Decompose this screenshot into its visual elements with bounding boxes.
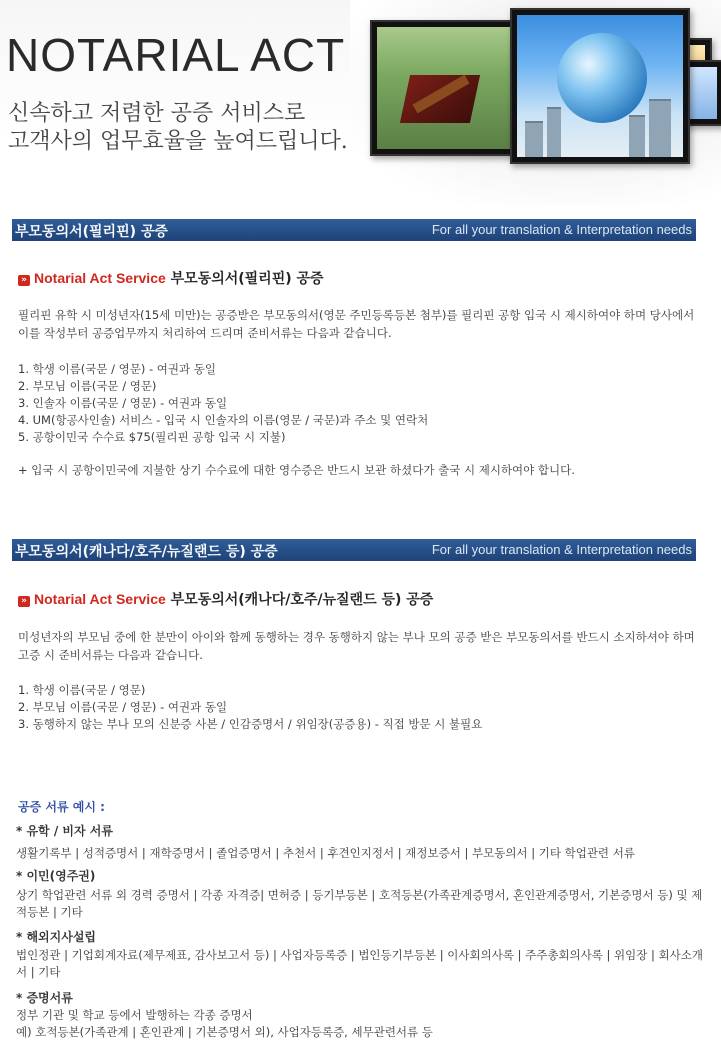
banner-subtitle-line2: 고객사의 업무효율을 높여드립니다. [8, 129, 348, 154]
example-text: 법인정관 | 기업회계자료(제무제표, 감사보고서 등) | 사업자등록증 | 법인등기부등본 | 이사회의사록 | 주주총회의사록 | 위임장 | 회사소개서 | 기타 [16, 948, 704, 979]
example-category: * 해외지사설립 [16, 930, 97, 944]
gavel-image-frame [370, 20, 524, 156]
section-title: 부모동의서(필리핀) 공증 [15, 224, 168, 240]
example-text: 정부 기관 및 학교 등에서 발행하는 각종 증명서 예) 호적등본(가족관계 | 혼인관계 | 기본증명서 외), 사업자등록증, 세무관련서류 등 [16, 1008, 433, 1039]
list-item: 4. UM(항공사인솔) 서비스 - 입국 시 인솔자의 이름(영문 / 국문)과 주소 및 연락처 [18, 413, 429, 427]
example-category: * 이민(영주권) [16, 869, 96, 883]
header-banner [0, 0, 721, 205]
arrow-bullet-icon: » [18, 275, 30, 286]
list-item: 1. 학생 이름(국문 / 영문) [18, 683, 146, 697]
example-category: * 증명서류 [16, 991, 73, 1005]
banner-title: NOTARIAL ACT [6, 29, 346, 81]
example-text: 상기 학업관련 서류 외 경력 증명서 | 각종 자격증| 면허증 | 등기부등본 | 호적등본(가족관계증명서, 혼인관계증명서, 기본증명서 등) 및 제적등본 | 기타 [16, 888, 703, 919]
list-item: 3. 동행하지 않는 부나 모의 신분증 사본 / 인감증명서 / 위임장(공증용) - 직접 방문 시 불필요 [18, 717, 483, 731]
example-text: 생활기록부 | 성적증명서 | 재학증명서 | 졸업증명서 | 추천서 | 후견인지정서 | 재정보증서 | 부모동의서 | 기타 학업관련 서류 [16, 846, 635, 860]
section-intro: 미성년자의 부모님 중에 한 분만이 아이와 함께 동행하는 경우 동행하지 않는 부나 모의 공증 받은 부모동의서를 반드시 소지하셔야 하며 고증 시 준비서류는 다음과 같습니다. [18, 630, 695, 662]
globe-icon [557, 33, 647, 123]
section-bar-canada [12, 539, 696, 561]
section-note: + 입국 시 공항이민국에 지불한 상기 수수료에 대한 영수증은 반드시 보관 하셨다가 출국 시 제시하여야 합니다. [18, 463, 575, 477]
list-item: 1. 학생 이름(국문 / 영문) - 여권과 동일 [18, 362, 216, 376]
list-item: 3. 인솔자 이름(국문 / 영문) - 여권과 동일 [18, 396, 228, 410]
arrow-bullet-icon: » [18, 596, 30, 607]
section-bar-philippines [12, 219, 696, 241]
list-item: 2. 부모님 이름(국문 / 영문) - 여권과 동일 [18, 700, 228, 714]
banner-subtitle-line1: 신속하고 저렴한 공증 서비스로 [8, 101, 306, 126]
list-item: 2. 부모님 이름(국문 / 영문) [18, 379, 157, 393]
section-title: 부모동의서(캐나다/호주/뉴질랜드 등) 공증 [15, 544, 278, 560]
globe-image-frame [510, 8, 690, 164]
section-tagline: For all your translation & Interpretation needs [431, 542, 692, 557]
service-heading: » Notarial Act Service 부모동의서(캐나다/호주/뉴질랜드 등) 공증 [18, 589, 433, 609]
examples-heading: 공증 서류 예시 : [18, 800, 105, 814]
section-intro: 필리핀 유학 시 미성년자(15세 미만)는 공증받은 부모동의서(영문 주민등록등본 첨부)를 필리핀 공항 입국 시 제시하여야 하며 당사에서 이를 작성부터 공증업무까지 처리하여 드리며 준비서류는 다음과 같습니다. [18, 308, 695, 340]
list-item: 5. 공항이민국 수수료 $75(필리핀 공항 입국 시 지불) [18, 430, 286, 444]
example-category: * 유학 / 비자 서류 [16, 824, 113, 838]
section-tagline: For all your translation & Interpretation needs [431, 222, 692, 237]
service-heading: » Notarial Act Service 부모동의서(필리핀) 공증 [18, 268, 324, 288]
